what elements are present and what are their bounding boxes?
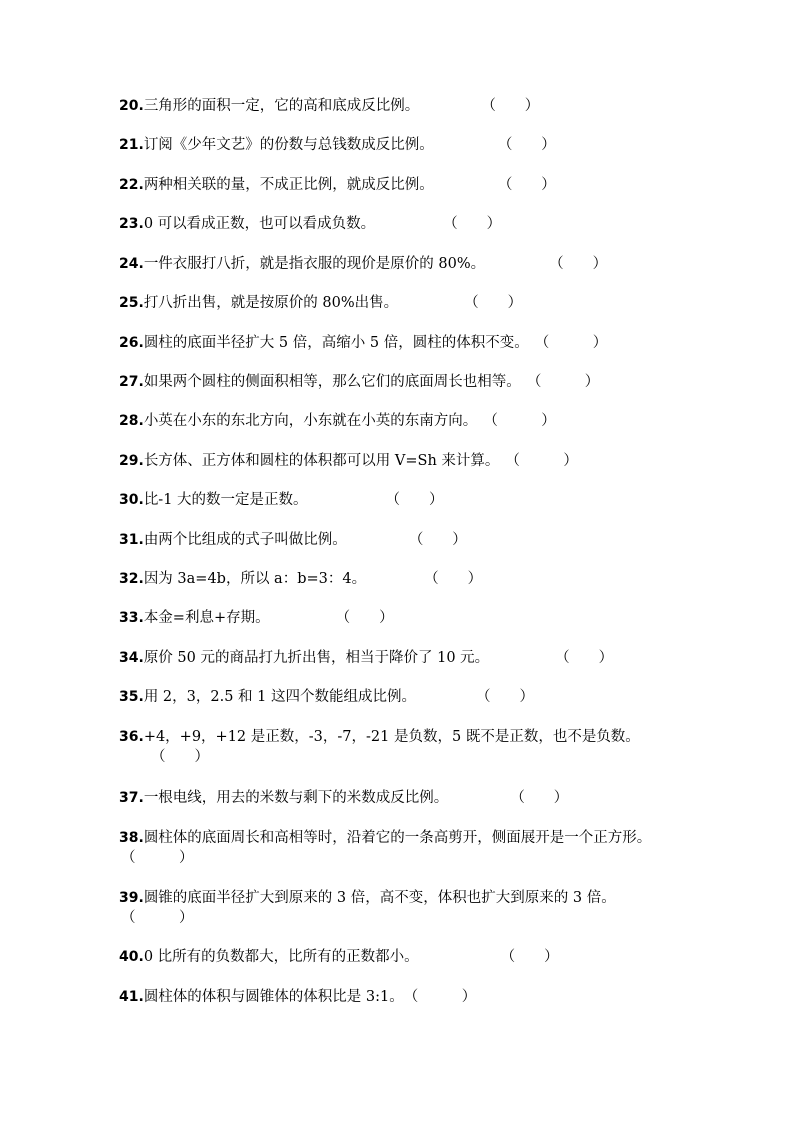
question-39 [119, 888, 659, 928]
question-number: 39. [119, 890, 144, 906]
answer-blank[interactable]: （ ） [481, 98, 540, 114]
question-text: 因为 3a=4b，所以 a：b=3：4。 [143, 571, 367, 587]
question-number: 33. [119, 610, 144, 626]
question-29 [119, 451, 679, 471]
question-25 [119, 293, 679, 313]
question-text: 两种相关联的量，不成正比例，就成反比例。 [143, 177, 434, 193]
question-number: 28. [119, 413, 144, 429]
question-text: 如果两个圆柱的侧面积相等，那么它们的底面周长也相等。 [143, 374, 521, 390]
question-40 [119, 947, 679, 967]
question-36 [119, 727, 649, 767]
question-21 [119, 135, 679, 155]
answer-blank[interactable]: （ ） [497, 177, 556, 193]
question-26 [119, 333, 679, 353]
question-number: 40. [119, 949, 144, 965]
question-35 [119, 687, 679, 707]
question-number: 34. [119, 650, 144, 666]
question-23 [119, 214, 679, 234]
question-number: 30. [119, 492, 144, 508]
question-text: 原价 50 元的商品打九折出售，相当于降价了 10 元。 [143, 650, 490, 666]
question-number: 25. [119, 295, 144, 311]
question-text: 三角形的面积一定，它的高和底成反比例。 [143, 98, 420, 114]
question-33 [119, 608, 679, 628]
question-38 [119, 828, 674, 868]
answer-blank[interactable]: （ ） [335, 610, 394, 626]
answer-blank[interactable]: （ ） [403, 989, 477, 1005]
question-text: 0 比所有的负数都大，比所有的正数都小。 [143, 949, 419, 965]
question-text: +4，+9，+12 是正数，-3，-7，-21 是负数，5 既不是正数，也不是负数。 [143, 729, 640, 745]
question-number: 35. [119, 689, 144, 705]
question-number: 31. [119, 532, 144, 548]
answer-blank[interactable]: （ ） [500, 949, 559, 965]
question-37 [119, 788, 679, 808]
answer-blank[interactable]: （ ） [151, 749, 209, 765]
answer-blank[interactable]: （ ） [505, 453, 578, 469]
question-number: 36. [119, 729, 144, 745]
question-text: 圆柱体的底面周长和高相等时，沿着它的一条高剪开，侧面展开是一个正方形。 [143, 830, 652, 846]
answer-blank[interactable]: （ ） [424, 571, 483, 587]
answer-blank[interactable]: （ ） [497, 137, 556, 153]
question-text: 用 2，3，2.5 和 1 这四个数能组成比例。 [143, 689, 416, 705]
answer-blank[interactable]: （ ） [408, 532, 467, 548]
question-text: 0 可以看成正数，也可以看成负数。 [143, 216, 376, 232]
question-27 [119, 372, 679, 392]
question-text: 本金=利息+存期。 [143, 610, 270, 626]
question-text: 比-1 大的数一定是正数。 [143, 492, 308, 508]
answer-blank[interactable]: （ ） [385, 492, 444, 508]
question-number: 27. [119, 374, 144, 390]
question-text: 圆柱体的体积与圆锥体的体积比是 3:1。 [143, 989, 404, 1005]
question-34 [119, 648, 679, 668]
question-30 [119, 490, 679, 510]
answer-blank[interactable]: （ ） [549, 256, 608, 272]
question-text: 一根电线，用去的米数与剩下的米数成反比例。 [143, 790, 449, 806]
question-41 [119, 987, 679, 1007]
question-number: 41. [119, 989, 144, 1005]
question-text: 订阅《少年文艺》的份数与总钱数成反比例。 [143, 137, 434, 153]
question-number: 29. [119, 453, 144, 469]
answer-blank[interactable]: （ ） [483, 413, 556, 429]
question-number: 32. [119, 571, 144, 587]
answer-blank[interactable]: （ ） [475, 689, 534, 705]
question-text: 打八折出售，就是按原价的 80%出售。 [143, 295, 399, 311]
question-number: 26. [119, 335, 144, 351]
question-text: 长方体、正方体和圆柱的体积都可以用 V=Sh 来计算。 [143, 453, 500, 469]
question-text: 圆柱的底面半径扩大 5 倍，高缩小 5 倍，圆柱的体积不变。 [143, 335, 529, 351]
answer-blank[interactable]: （ ） [510, 790, 569, 806]
question-31 [119, 530, 679, 550]
question-number: 20. [119, 98, 144, 114]
answer-blank[interactable]: （ ） [534, 335, 608, 351]
answer-blank[interactable]: （ ） [464, 295, 523, 311]
question-28 [119, 411, 679, 431]
answer-blank[interactable]: （ ） [121, 850, 194, 866]
question-text: 由两个比组成的式子叫做比例。 [143, 532, 347, 548]
question-text: 小英在小东的东北方向，小东就在小英的东南方向。 [143, 413, 478, 429]
question-text: 圆锥的底面半径扩大到原来的 3 倍，高不变，体积也扩大到原来的 3 倍。 [143, 890, 616, 906]
answer-blank[interactable]: （ ） [555, 650, 614, 666]
question-number: 38. [119, 830, 144, 846]
question-22 [119, 175, 679, 195]
question-number: 23. [119, 216, 144, 232]
question-number: 21. [119, 137, 144, 153]
answer-blank[interactable]: （ ） [526, 374, 600, 390]
answer-blank[interactable]: （ ） [121, 910, 194, 926]
question-number: 22. [119, 177, 144, 193]
answer-blank[interactable]: （ ） [443, 216, 502, 232]
question-number: 37. [119, 790, 144, 806]
question-32 [119, 569, 679, 589]
question-text: 一件衣服打八折，就是指衣服的现价是原价的 80%。 [143, 256, 486, 272]
question-number: 24. [119, 256, 144, 272]
question-24 [119, 254, 679, 274]
question-20 [119, 96, 679, 116]
